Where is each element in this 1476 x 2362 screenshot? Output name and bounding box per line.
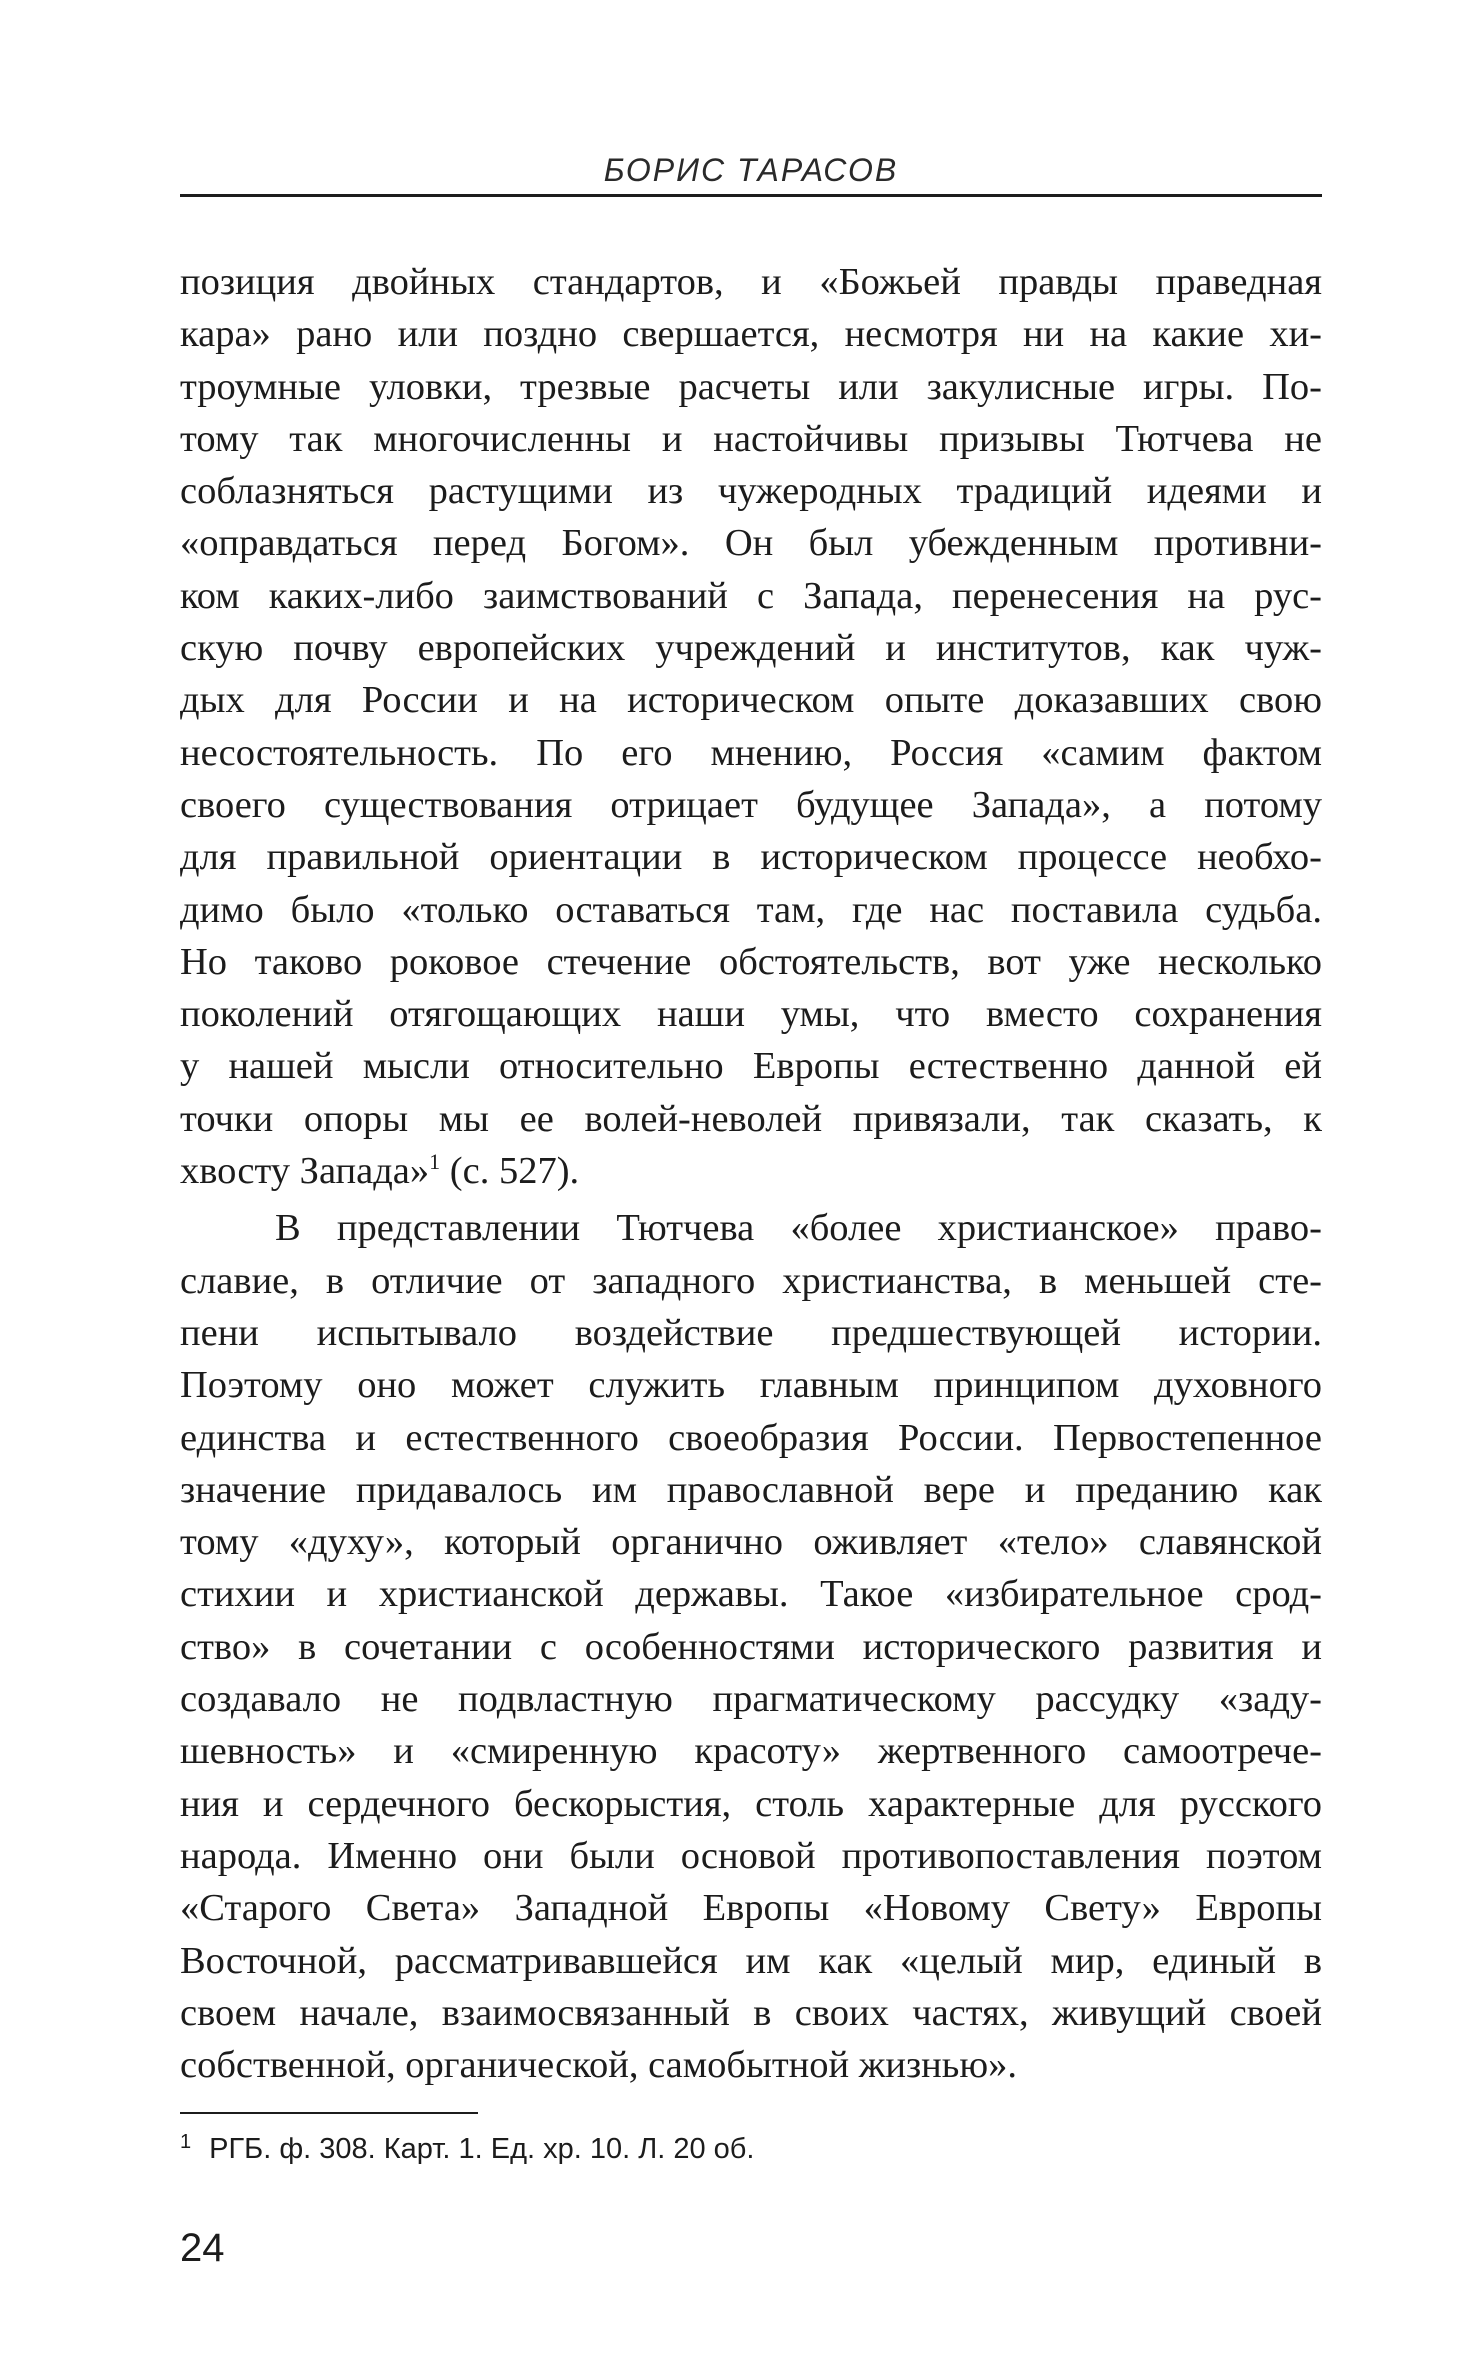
- footnote-rule: [180, 2112, 478, 2114]
- text-line: кара» рано или поздно свершается, несмотря ни на какие хи-: [180, 313, 1322, 356]
- text-line: «оправдаться перед Богом». Он был убежденным противни-: [180, 522, 1322, 565]
- text-line: значение придавалось им православной вере и преданию как: [180, 1468, 1322, 1511]
- text-line: шевность» и «смиренную красоту» жертвенного самоотрече-: [180, 1730, 1322, 1773]
- paragraph-1: [180, 256, 1322, 1202]
- text-line: ком каких-либо заимствований с Запада, перенесения на рус-: [180, 574, 1322, 617]
- text-line: пени испытывало воздействие предшествующей истории.: [180, 1311, 1322, 1354]
- text-line: стихии и христианской державы. Такое «избирательное срод-: [180, 1573, 1322, 1616]
- text-line: несостоятельность. По его мнению, Россия «самим фактом: [180, 731, 1322, 774]
- text-line: для правильной ориентации в историческом процессе необхо-: [180, 836, 1322, 879]
- text-line-last: [180, 1145, 1322, 1202]
- text-line: Восточной, рассматривавшейся им как «целый мир, единый в: [180, 1939, 1322, 1982]
- text-line: создавало не подвластную прагматическому рассудку «заду-: [180, 1678, 1322, 1721]
- text-line: Но таково роковое стечение обстоятельств, вот уже несколько: [180, 940, 1322, 983]
- text-line: дых для России и на историческом опыте доказавших свою: [180, 679, 1322, 722]
- text-line: тому так многочисленны и настойчивы призывы Тютчева не: [180, 417, 1322, 460]
- text-line: скую почву европейских учреждений и институтов, как чуж-: [180, 627, 1322, 670]
- text-line: троумные уловки, трезвые расчеты или закулисные игры. По-: [180, 365, 1322, 408]
- header-rule: [180, 194, 1322, 197]
- page-number: 24: [180, 2226, 225, 2270]
- text-line: соблазняться растущими из чужеродных традиций идеями и: [180, 470, 1322, 513]
- running-title: БОРИС ТАРАСОВ: [603, 152, 899, 188]
- footnote-number: 1: [180, 2131, 192, 2153]
- text-line: ство» в сочетании с особенностями исторического развития и: [180, 1625, 1322, 1668]
- text-line: своего существования отрицает будущее Запада», а потому: [180, 783, 1322, 826]
- text-fragment: (с. 527).: [440, 1150, 580, 1193]
- text-line: точки опоры мы ее волей-неволей привязали, так сказать, к: [180, 1097, 1322, 1140]
- footnote: [180, 2130, 754, 2171]
- text-line: своем начале, взаимосвязанный в своих частях, живущий своей: [180, 1991, 1322, 2034]
- text-line: В представлении Тютчева «более христианское» право-: [275, 1207, 1322, 1250]
- text-line: «Старого Света» Западной Европы «Новому Свету» Европы: [180, 1887, 1322, 1930]
- footnote-reference[interactable]: 1: [429, 1149, 441, 1175]
- text-line: Поэтому оно может служить главным принципом духовного: [180, 1364, 1322, 1407]
- text-fragment: хвосту Запада»: [180, 1150, 430, 1193]
- main-text: [180, 256, 1322, 2091]
- text-line: ния и сердечного бескорыстия, столь характерные для русского: [180, 1782, 1322, 1825]
- text-line-last: собственной, органической, самобытной жизнью».: [180, 2044, 1017, 2087]
- footnote-text: РГБ. ф. 308. Карт. 1. Ед. хр. 10. Л. 20 об.: [209, 2133, 755, 2165]
- text-line: димо было «только оставаться там, где нас поставила судьба.: [180, 888, 1322, 931]
- text-line: славие, в отличие от западного христианства, в меньшей сте-: [180, 1259, 1322, 1302]
- text-line: тому «духу», который органично оживляет «тело» славянской: [180, 1521, 1322, 1564]
- text-line: народа. Именно они были основой противопоставления поэтом: [180, 1834, 1322, 1877]
- text-line: поколений отягощающих наши умы, что вместо сохранения: [180, 993, 1322, 1036]
- text-line: единства и естественного своеобразия России. Первостепенное: [180, 1416, 1322, 1459]
- text-line: у нашей мысли относительно Европы естественно данной ей: [180, 1045, 1322, 1088]
- text-line: позиция двойных стандартов, и «Божьей правды праведная: [180, 261, 1322, 303]
- paragraph-2: [180, 1202, 1322, 2091]
